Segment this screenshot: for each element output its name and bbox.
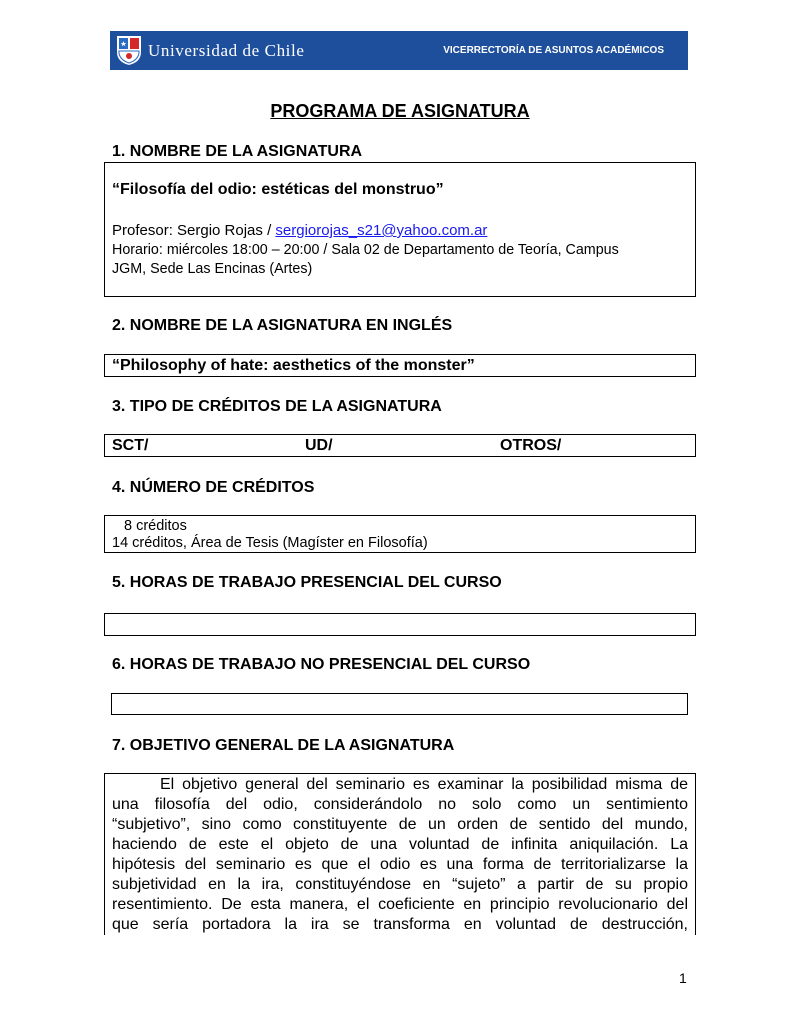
professor-line	[112, 222, 487, 239]
office-name: VICERRECTORÍA DE ASUNTOS ACADÉMICOS	[443, 45, 664, 56]
credit-type-sct: SCT/	[112, 437, 149, 454]
section-3-heading: 3. TIPO DE CRÉDITOS DE LA ASIGNATURA	[112, 398, 442, 415]
objective-line: “subjetivo”, sino como constituyente de un orden de sentido del mundo,	[112, 816, 688, 833]
objective-line: que sería portadora la ira se transforma en voluntad de destrucción,	[112, 916, 688, 933]
objective-line: hipótesis del seminario es que el odio es una forma de territorializarse la	[112, 856, 688, 873]
page-title: PROGRAMA DE ASIGNATURA	[270, 101, 530, 121]
objective-line: una filosofía del odio, considerándolo no solo como un sentimiento	[112, 796, 688, 813]
section-7-heading: 7. OBJETIVO GENERAL DE LA ASIGNATURA	[112, 737, 455, 754]
university-shield-logo	[116, 35, 142, 66]
schedule-line-2: JGM, Sede Las Encinas (Artes)	[112, 261, 313, 277]
credits-line-2: 14 créditos, Área de Tesis (Magíster en Filosofía)	[112, 535, 428, 551]
professor-label: Profesor: Sergio Rojas /	[112, 222, 276, 239]
section-2-heading: 2. NOMBRE DE LA ASIGNATURA EN INGLÉS	[112, 317, 453, 334]
section-3-box	[104, 434, 696, 457]
header-banner	[110, 31, 688, 70]
objective-line: resentimiento. De esta manera, el coeficiente en principio revolucionario del	[112, 896, 688, 913]
section-6-box	[111, 693, 688, 715]
section-5-box	[104, 613, 696, 636]
course-name: “Filosofía del odio: estéticas del monstruo”	[112, 181, 444, 198]
objective-line: haciendo de este el objeto de una voluntad de infinita aniquilación. La	[112, 836, 688, 853]
university-name: Universidad de Chile	[148, 41, 305, 60]
objective-line: subjetividad en la ira, constituyéndose en “sujeto” a partir de su propio	[112, 876, 688, 893]
schedule-line-1: Horario: miércoles 18:00 – 20:00 / Sala 02 de Departamento de Teoría, Campus	[112, 242, 619, 258]
credit-type-ud: UD/	[305, 437, 333, 454]
credit-type-otros: OTROS/	[500, 437, 562, 454]
professor-email-link[interactable]: sergiorojas_s21@yahoo.com.ar	[275, 222, 488, 239]
section-1-heading: 1. NOMBRE DE LA ASIGNATURA	[112, 143, 363, 160]
section-4-heading: 4. NÚMERO DE CRÉDITOS	[112, 479, 315, 496]
objective-line: El objetivo general del seminario es examinar la posibilidad misma de	[160, 776, 688, 793]
section-5-heading: 5. HORAS DE TRABAJO PRESENCIAL DEL CURSO	[112, 574, 502, 591]
page-number: 1	[679, 970, 687, 986]
section-6-heading: 6. HORAS DE TRABAJO NO PRESENCIAL DEL CURSO	[112, 656, 531, 673]
credits-line-1: 8 créditos	[124, 518, 187, 534]
english-course-name: “Philosophy of hate: aesthetics of the monster”	[112, 357, 475, 374]
